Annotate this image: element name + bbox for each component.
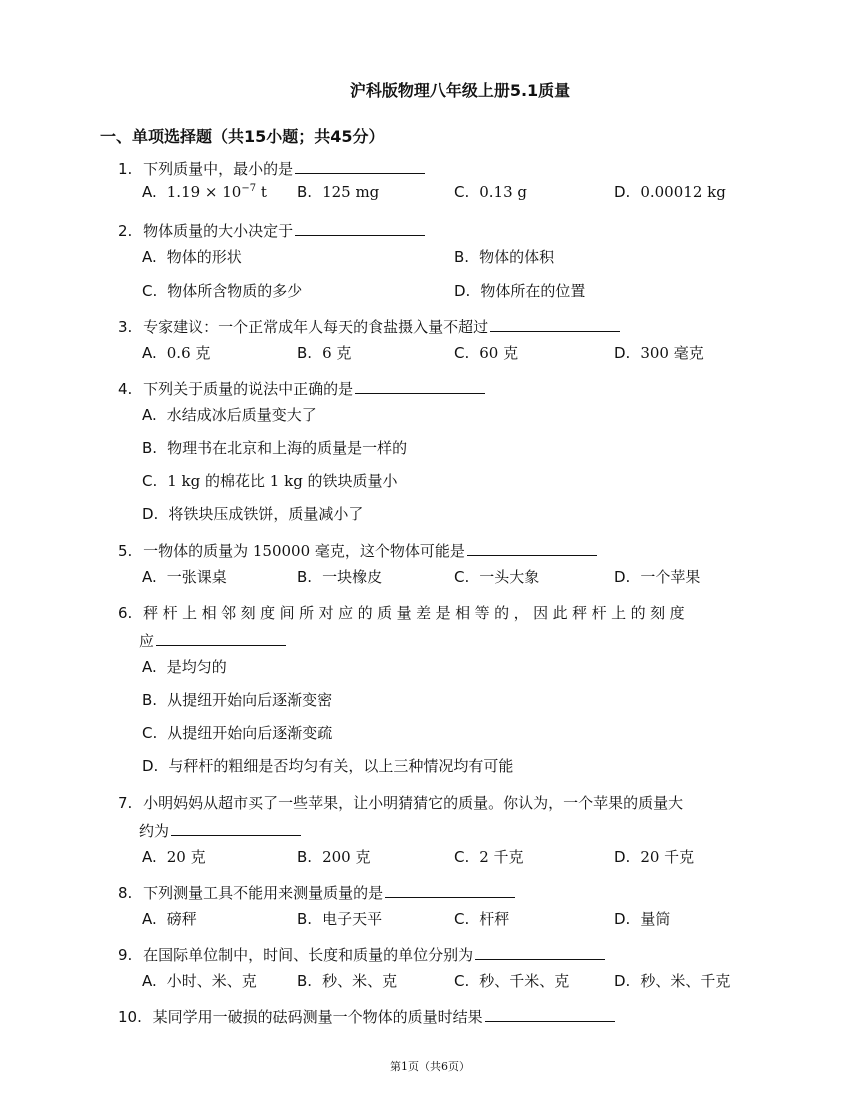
question-number: 2. [118,222,133,240]
option-d: D. 量筒 [614,910,671,928]
question-10 [118,1004,765,1030]
question-9 [118,942,765,968]
options-row [142,342,765,368]
option-c: C. 秒、千米、克 [454,972,570,990]
option-c: C. 杆秤 [454,910,510,928]
question-stem: 下列关于质量的说法中正确的是 [143,380,354,398]
question-stem-continued: 应 [139,632,155,650]
question-stem: 下列质量中，最小的是 [143,160,294,178]
answer-blank [475,943,605,960]
question-5 [118,538,765,564]
option-d: D. 20 千克 [614,848,695,866]
question-stem: 下列测量工具不能用来测量质量的是 [143,884,384,902]
option-d: D. 物体所在的位置 [454,282,586,300]
question-stem: 小明妈妈从超市买了一些苹果，让小明猜猜它的质量。你认为，一个苹果的质量大 [143,794,684,812]
option-a-unit: t [256,183,267,201]
answer-blank [295,219,425,236]
option-b: B. 6 克 [297,344,352,362]
option-a-exponent: −7 [241,183,257,194]
section-heading: 一、单项选择题（共15小题；共45分） [100,127,385,146]
options-row [142,908,765,934]
question-stem: 秤杆上相邻刻度间所对应的质量差是相等的，因此秤杆上的刻度 [143,604,690,622]
answer-blank [490,315,620,332]
answer-blank [467,539,597,556]
option-a: A. 水结成冰后质量变大了 [142,406,317,424]
option-a: A. 小时、米、克 [142,972,257,990]
answer-blank [156,629,286,646]
option-d: D. 300 毫克 [614,344,704,362]
question-stem: 在国际单位制中，时间、长度和质量的单位分别为 [143,946,474,964]
options-row [142,970,765,996]
option-a: A. 20 克 [142,848,206,866]
question-number: 3. [118,318,133,336]
answer-blank [355,377,485,394]
question-stem-continued: 约为 [139,822,170,840]
question-8 [118,880,765,906]
option-b: B. 物理书在北京和上海的质量是一样的 [142,439,408,457]
option-d: D. 0.00012 kg [614,183,726,201]
option-c: C. 物体所含物质的多少 [142,282,303,300]
question-stem: 物体质量的大小决定于 [143,222,294,240]
option-a: A. 一张课桌 [142,568,227,586]
question-stem: 专家建议：一个正常成年人每天的食盐摄入量不超过 [143,318,489,336]
option-d: D. 将铁块压成铁饼，质量减小了 [142,505,364,523]
option-c: C. 一头大象 [454,568,540,586]
option-c: C. 从提纽开始向后逐渐变疏 [142,724,333,742]
page-footer: 第1页（共6页） [390,1060,470,1073]
answer-blank [385,881,515,898]
answer-blank [485,1005,615,1022]
option-c: C. 60 克 [454,344,519,362]
question-number: 8. [118,884,133,902]
option-b: B. 200 克 [297,848,371,866]
answer-blank [295,157,425,174]
question-number: 4. [118,380,133,398]
question-stem: 一物体的质量为 150000 毫克，这个物体可能是 [143,542,465,560]
question-stem: 某同学用一破损的砝码测量一个物体的质量时结果 [152,1008,483,1026]
option-a: A. $1.19 \times 10^{-7}$ t [142,183,267,201]
question-6-line-2 [139,628,765,654]
option-c: C. 1 kg 的棉花比 1 kg 的铁块质量小 [142,472,398,490]
options-row [142,183,765,209]
option-a: A. 0.6 克 [142,344,211,362]
question-2 [118,218,765,244]
options-row [142,246,765,272]
answer-blank [171,819,301,836]
options-row [142,280,765,306]
option-a-base: 1.19 × 10 [166,183,242,201]
question-number: 6. [118,604,133,622]
option-c: C. 0.13 g [454,183,528,201]
question-number: 1. [118,160,133,178]
question-1 [118,156,765,182]
option-b: B. 一块橡皮 [297,568,383,586]
question-4 [118,376,765,402]
option-d: D. 一个苹果 [614,568,701,586]
option-c: C. 2 千克 [454,848,524,866]
options-row [142,566,765,592]
question-number: 7. [118,794,133,812]
page-title: 沪科版物理八年级上册5.1质量 [349,81,571,100]
option-b: B. 物体的体积 [454,248,555,266]
options-row [142,846,765,872]
option-a: A. 磅秤 [142,910,197,928]
option-b: B. 从提纽开始向后逐渐变密 [142,691,333,709]
question-6 [118,600,765,626]
option-b: B. 125 mg [297,183,380,201]
question-3 [118,314,765,340]
question-number: 10. [118,1008,142,1026]
question-number: 5. [118,542,133,560]
question-7-line-2 [139,818,765,844]
option-d: D. 与秤杆的粗细是否均匀有关，以上三种情况均有可能 [142,757,514,775]
question-7 [118,790,765,816]
option-a: A. 物体的形状 [142,248,242,266]
option-b: B. 秒、米、克 [297,972,398,990]
option-b: B. 电子天平 [297,910,383,928]
option-a: A. 是均匀的 [142,658,227,676]
option-d: D. 秒、米、千克 [614,972,731,990]
question-number: 9. [118,946,133,964]
